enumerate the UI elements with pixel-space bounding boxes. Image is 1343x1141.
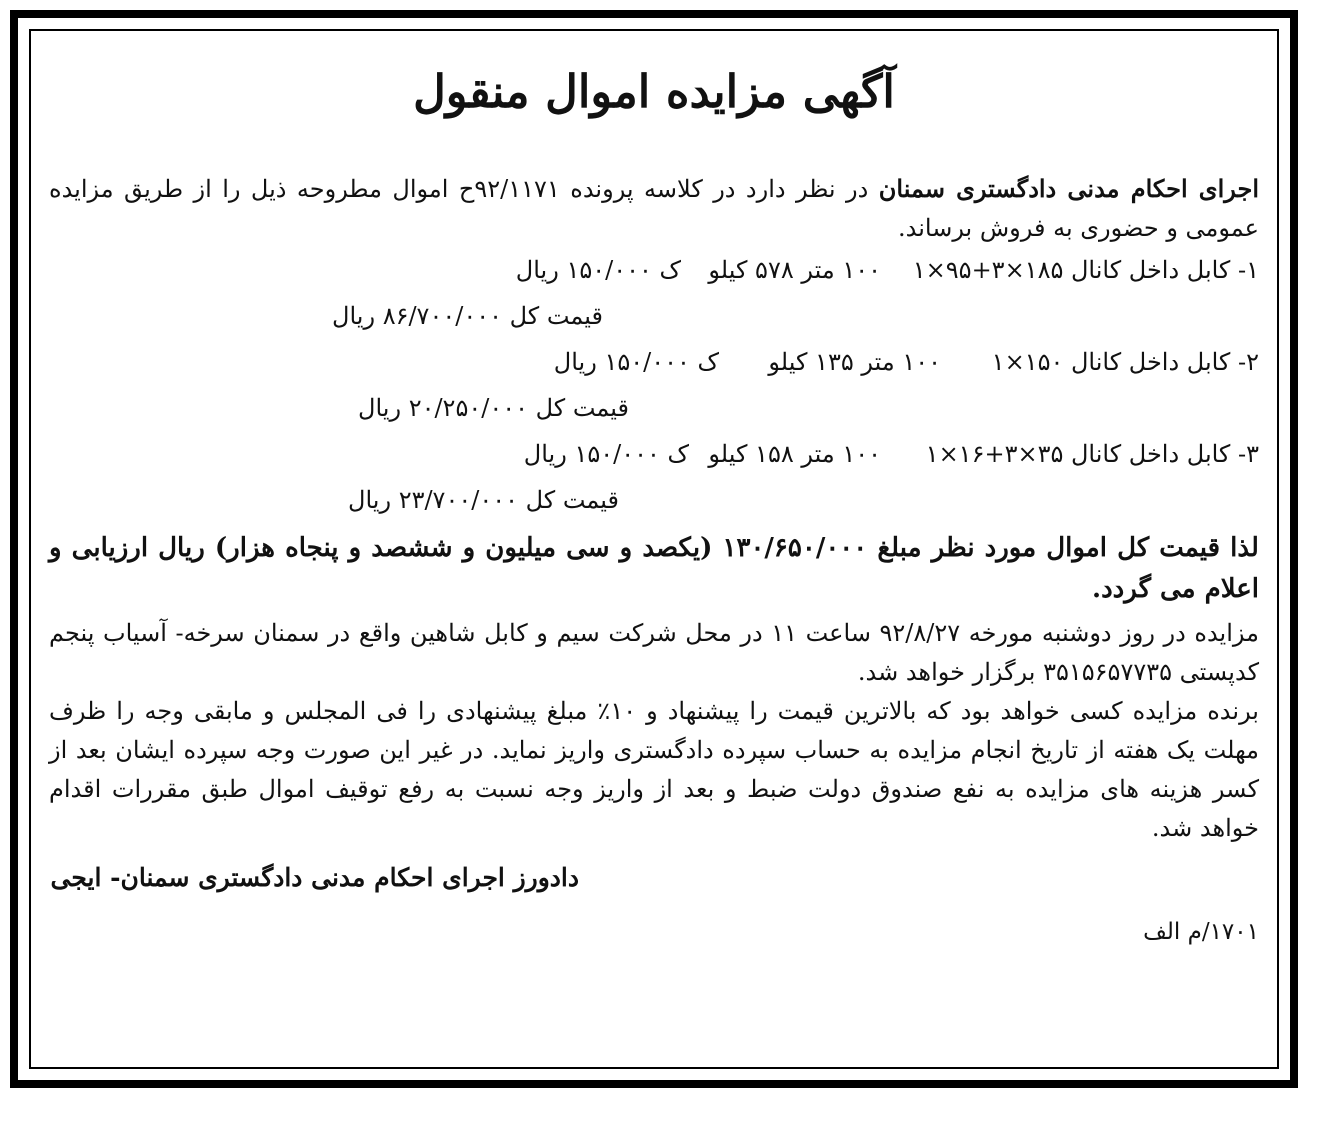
item-description: ۳- کابل داخل کانال ۳۵×۳+۱۶×۱: [925, 440, 1259, 468]
item-total-row: [49, 477, 1259, 524]
auction-info: مزایده در روز دوشنبه مورخه ۹۲/۸/۲۷ ساعت ۱۱ در محل شرکت سیم و کابل شاهین واقع در سمنان سرخه- آسیاب پنجم کدپستی ۳۵۱۵۶۵۷۷۳۵ برگزار خواهد شد.: [49, 619, 1260, 686]
agency-name: اجرای احکام مدنی دادگستری سمنان: [878, 174, 1259, 203]
notice-code: ۱۷۰۱/م الف: [1143, 919, 1259, 945]
item-unit-price: ک ۱۵۰/۰۰۰ ریال: [523, 440, 689, 468]
item-total-row: [49, 385, 1259, 432]
item-unit-price: ک ۱۵۰/۰۰۰ ریال: [553, 348, 719, 376]
item-total: قیمت کل ۲۰/۲۵۰/۰۰۰ ریال: [358, 394, 629, 422]
item-row: [49, 432, 1259, 477]
total-statement: لذا قیمت کل اموال مورد نظر مبلغ ۱۳۰/۶۵۰/۰۰۰ (یکصد و سی میلیون و ششصد و پنجاه هزار) ریال ارزیابی و اعلام می گردد.: [49, 533, 1259, 604]
auction-terms: برنده مزایده کسی خواهد بود که بالاترین قیمت را پیشنهاد و ۱۰٪ مبلغ پیشنهادی را فی المجلس و مابقی وجه را ظرف مهلت یک هفته از تاریخ انجام مزایده به حساب سپرده دادگستری واریز نماید. در غیر این صورت وجه سپرده ایشان بعد از کسر هزینه های مزایده به نفع صندوق دولت ضبط و بعد از واریز وجه نسبت به رفع توقیف اموال طبق مقررات اقدام خواهد شد.: [49, 697, 1259, 842]
item-total: قیمت کل ۸۶/۷۰۰/۰۰۰ ریال: [332, 302, 603, 330]
notice-title: آگهی مزایده اموال منقول: [413, 65, 895, 118]
notice-body: [49, 169, 1259, 948]
item-description: ۲- کابل داخل کانال ۱۵۰×۱: [991, 348, 1259, 376]
item-row: [49, 340, 1259, 385]
item-row: [49, 248, 1259, 293]
item-quantity: ۱۰۰ متر ۱۳۵ کیلو: [768, 348, 941, 376]
item-quantity: ۱۰۰ متر ۱۵۸ کیلو: [708, 440, 881, 468]
item-quantity: ۱۰۰ متر ۵۷۸ کیلو: [708, 256, 881, 284]
item-total-row: [49, 293, 1259, 340]
item-description: ۱- کابل داخل کانال ۱۸۵×۳+۹۵×۱: [912, 256, 1259, 284]
notice-inner-frame: [29, 29, 1279, 1069]
signature: دادورز اجرای احکام مدنی دادگستری سمنان- ایجی: [50, 863, 579, 892]
item-list: [49, 248, 1259, 524]
notice-outer-frame: [10, 10, 1298, 1088]
intro-paragraph: [49, 169, 1259, 248]
intro-text: در نظر دارد در کلاسه پرونده ۹۲/۱۱۷۱ح اموال مطروحه ذیل را از طریق مزایده عمومی و حضوری به فروش برساند.: [49, 175, 1259, 242]
item-unit-price: ک ۱۵۰/۰۰۰ ریال: [515, 256, 681, 284]
item-total: قیمت کل ۲۳/۷۰۰/۰۰۰ ریال: [348, 486, 619, 514]
